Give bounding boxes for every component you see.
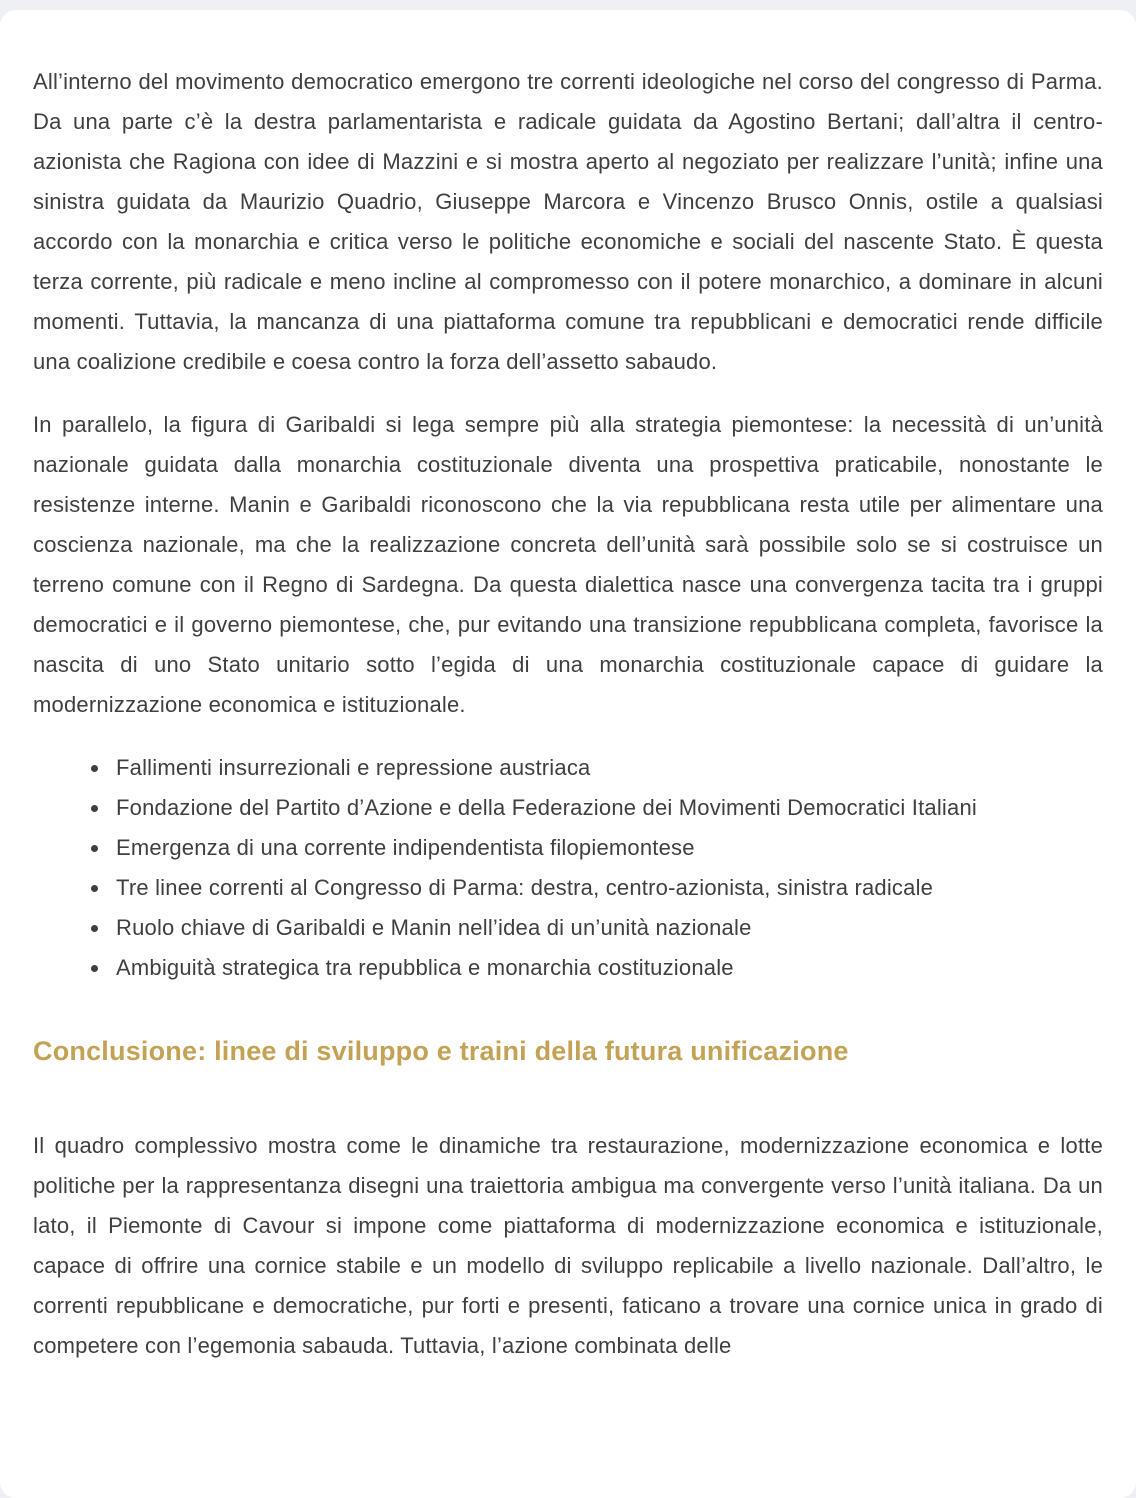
document-card (0, 10, 1136, 1498)
paragraph-democratic-currents: All’interno del movimento democratico emergono tre correnti ideologiche nel corso del congresso di Parma. Da una parte c’è la destra parlamentarista e radicale guidata da Agostino Bertani; dall’altra il centro-azionista che Ragiona con idee di Mazzini e si mostra aperto al negoziato per realizzare l’unità; infine una sinistra guidata da Maurizio Quadrio, Giuseppe Marcora e Vincenzo Brusco Onnis, ostile a qualsiasi accordo con la monarchia e critica verso le politiche economiche e sociali del nascente Stato. È questa terza corrente, più radicale e meno incline al compromesso con il potere monarchico, a dominare in alcuni momenti. Tuttavia, la mancanza di una piattaforma comune tra repubblicani e democratici rende difficile una coalizione credibile e coesa contro la forza dell’assetto sabaudo. (33, 69, 1103, 374)
list-item: Ruolo chiave di Garibaldi e Manin nell’idea di un’unità nazionale (90, 908, 1103, 948)
paragraph-conclusion: Il quadro complessivo mostra come le dinamiche tra restaurazione, modernizzazione economica e lotte politiche per la rappresentanza disegni una traiettoria ambigua ma convergente verso l’unità italiana. Da un lato, il Piemonte di Cavour si impone come piattaforma di modernizzazione economica e istituzionale, capace di offrire una cornice stabile e un modello di sviluppo replicabile a livello nazionale. Dall’altro, le correnti repubblicane e democratiche, pur forti e presenti, faticano a trovare una cornice unica in grado di competere con l’egemonia sabauda. Tuttavia, l’azione combinata delle (33, 1133, 1103, 1358)
list-item: Tre linee correnti al Congresso di Parma: destra, centro-azionista, sinistra radicale (90, 868, 1103, 908)
list-item: Ambiguità strategica tra repubblica e monarchia costituzionale (90, 948, 1103, 988)
list-item: Fondazione del Partito d’Azione e della Federazione dei Movimenti Democratici Italiani (90, 788, 1103, 828)
paragraph-garibaldi-strategy: In parallelo, la figura di Garibaldi si lega sempre più alla strategia piemontese: la necessità di un’unità nazionale guidata dalla monarchia costituzionale diventa una prospettiva praticabile, nonostante le resistenze interne. Manin e Garibaldi riconoscono che la via repubblicana resta utile per alimentare una coscienza nazionale, ma che la realizzazione concreta dell’unità sarà possibile solo se si costruisce un terreno comune con il Regno di Sardegna. Da questa dialettica nasce una convergenza tacita tra i gruppi democratici e il governo piemontese, che, pur evitando una transizione repubblicana completa, favorisce la nascita di uno Stato unitario sotto l’egida di una monarchia costituzionale capace di guidare la modernizzazione economica e istituzionale. (33, 412, 1103, 717)
list-item: Fallimenti insurrezionali e repressione austriaca (90, 748, 1103, 788)
list-item: Emergenza di una corrente indipendentista filopiemontese (90, 828, 1103, 868)
conclusion-heading: Conclusione: linee di sviluppo e traini della futura unificazione (33, 1036, 849, 1066)
key-points-list (33, 748, 1103, 988)
